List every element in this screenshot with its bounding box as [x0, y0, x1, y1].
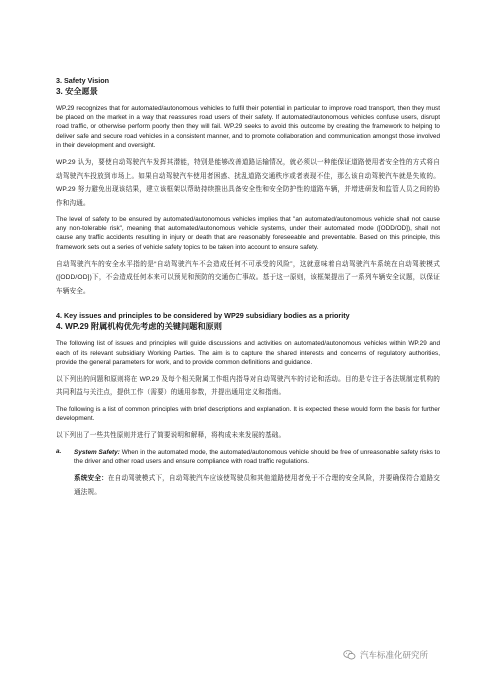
watermark-text: 汽车标准化研究所	[360, 650, 429, 660]
item-body-en: When in the automated mode, the automated/autonomous vehicle should be free of unreasonable safety risks to the driver and other road users and ensure compliance with road traffic regulations.	[74, 448, 440, 466]
section-4-heading-en: 4. Key issues and principles to be considered by WP29 subsidiary bodies as a priority	[56, 311, 350, 321]
item-body-zh: 在自动驾驶模式下，自动驾驶汽车应该使驾驶员和其他道路使用者免于不合理的安全风险，并要确保符合道路交通法规。	[74, 475, 441, 496]
section-3-paragraph-1-en: WP.29 recognizes that for automated/autonomous vehicles to fulfil their potential in particular to improve road transport, then they must be placed on the market in a way that reassures road users of their safety. If automated/autonomous vehicles confuse users, disrupt road traffic, or otherwise perform poorly then they will fail. WP.29 seeks to avoid this outcome by creating the framework to helping to deliver safe and secure road vehicles in a consistent manner, and to promote collaboration and communication amongst those involved in their development and oversight.	[56, 105, 440, 149]
principle-item-system-safety	[56, 448, 440, 499]
item-text-en	[74, 448, 440, 466]
section-3-heading-zh: 3. 安全愿景	[56, 87, 98, 96]
document-page	[56, 76, 440, 504]
item-marker: a.	[56, 447, 62, 455]
section-3-paragraph-2-zh: 自动驾驶汽车的安全水平指的是“自动驾驶汽车不会造成任何不可承受的风险”，这就意味着自动驾驶汽车系统在自动驾驶模式([ODD/OD])下，不会造成任何本来可以预见和预防的交通伤亡事故。基于这一原则，该框架提出了一系列车辆安全议题，以保证车辆安全。	[56, 260, 440, 295]
section-4-paragraph-2-en: The following is a list of common principles with brief descriptions and explanation. It is expected these would form the basis for further development.	[56, 405, 440, 423]
item-title-en: System Safety:	[74, 448, 120, 456]
section-3-paragraph-1-zh: WP.29 认为，要使自动驾驶汽车发挥其潜能，特别是能够改善道路运输情况，就必须以一种能保证道路使用者安全性的方式将自动驾驶汽车投放到市场上。如果自动驾驶汽车使用者困惑、扰乱道路交通秩序或者表现不佳，那么该自动驾驶汽车就是失败的。WP.29 努力避免出现该结果，建立该框架以帮助持续推出具备安全性和安全防护性的道路车辆，并增进研发和监管人员之间的协作和沟通。	[56, 159, 440, 207]
wechat-logo-icon	[343, 650, 356, 660]
item-title-zh: 系统安全：	[74, 475, 108, 483]
section-3-heading-en: 3. Safety Vision	[56, 76, 109, 85]
section-3-paragraph-2-en: The level of safety to be ensured by automated/autonomous vehicles implies that "an automated/autonomous vehicle shall not cause any non-tolerable risk", meaning that automated/autonomous vehicle systems, under their automated mode ([ODD/OD]), shall not cause any traffic accidents resulting in injury or death that are reasonably foreseeable and preventable. Based on this principle, this framework sets out a series of vehicle safety topics to be taken into account to ensure safety.	[56, 216, 440, 251]
section-4-paragraph-1-en: The following list of issues and principles will guide discussions and activities on automated/autonomous vehicles within WP.29 and each of its relevant subsidiary Working Parties. The aim is to capture the shared interests and concerns of regulatory authorities, provide the general parameters for work, and to provide common definitions and guidance.	[56, 340, 440, 366]
section-4-paragraph-1-zh: 以下列出的问题和原则将在 WP.29 及每个相关附属工作组内指导对自动驾驶汽车的讨论和活动。目的是专注于各法规制定机构的共同利益与关注点，提供工作（需要）的通用参数，并提出通用定义和指南。	[56, 375, 440, 397]
watermark	[343, 649, 428, 661]
section-4-paragraph-2-zh: 以下列出了一些共性原则并进行了简要说明和解释，将构成未来发展的基础。	[56, 432, 286, 440]
item-text-zh	[74, 472, 440, 499]
section-4-heading-zh: 4. WP.29 附属机构优先考虑的关键问题和原则	[56, 322, 222, 332]
